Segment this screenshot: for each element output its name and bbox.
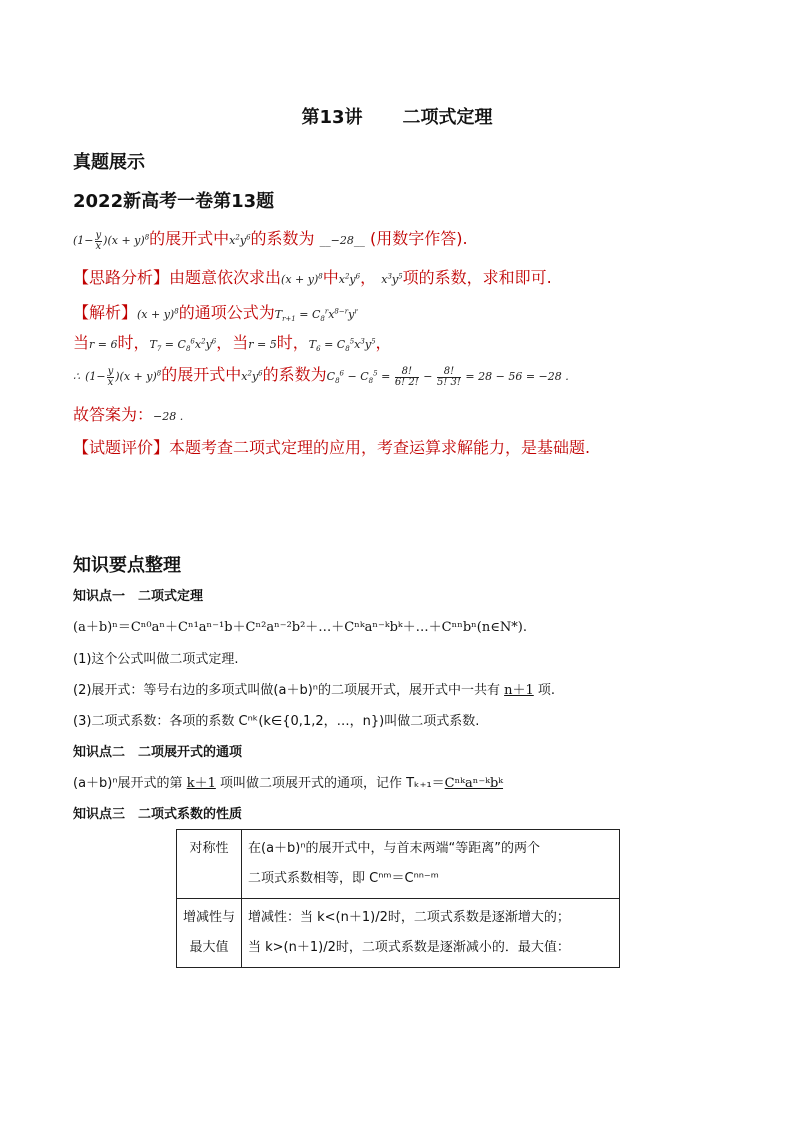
condition-r5: r = 5: [248, 338, 277, 351]
solution-expression-2: (1− $\frac{y}{x}$ )$(x + y)^8$: [85, 365, 162, 388]
analysis-term-2: $x^3y^5$: [381, 272, 403, 286]
solution-then-2: 时，: [276, 333, 309, 352]
solution-computation: $C_8^6 - C_8^5$ = $\frac{8!}{6! 2!}$ − $\frac{8!}{5! 3!}$ = 28 − 56 = −28 .: [326, 365, 569, 388]
evaluation-label: 【试题评价】: [73, 438, 170, 457]
kp1-formula: (a＋b)ⁿ＝Cⁿ⁰aⁿ＋Cⁿ¹aⁿ⁻¹b＋Cⁿ²aⁿ⁻²b²＋…＋Cⁿᵏaⁿ⁻ᵏbᵏ＋…＋Cⁿⁿbⁿ(n∈N*).: [73, 620, 527, 635]
solution-then-1: 时，: [117, 333, 150, 352]
symmetry-line-1: 在(a＋b)ⁿ的展开式中，与首末两端“等距离”的两个: [248, 841, 541, 856]
solution-line-3: [73, 362, 569, 388]
lecture-topic: 二项式定理: [402, 107, 493, 128]
table-row: [177, 830, 620, 899]
condition-r6: r = 6: [89, 338, 118, 351]
row-value-monotonicity: [242, 899, 620, 968]
solution-line-1: [73, 300, 358, 323]
evaluation-text: 本题考查二项式定理的应用，考查运算求解能力，是基础题.: [169, 438, 591, 457]
problem-answer: __−28__: [319, 234, 365, 247]
solution-comma: ，: [375, 333, 392, 352]
analysis-line: [73, 265, 552, 288]
evaluation-line: [73, 435, 590, 458]
kp2-general-term: Cⁿᵏaⁿ⁻ᵏbᵏ: [444, 776, 504, 791]
binomial-properties-table: [176, 829, 620, 968]
solution-expression: $(x + y)^8$: [137, 307, 179, 321]
term-t6: $T_6 = C_8^5x^3y^5$: [308, 337, 376, 354]
solution-text-1: 的通项公式为: [178, 303, 275, 322]
kp1-title: 知识点一 二项式定理: [73, 589, 204, 604]
row-key-symmetry: 对称性: [177, 830, 242, 899]
row-key-monotonicity: [177, 899, 242, 968]
solution-text-3: 的展开式中: [161, 365, 242, 384]
kp2-text-c: 项叫做二项展开式的通项，记作 Tₖ₊₁＝: [215, 776, 445, 791]
term-t7: $T_7 = C_8^6x^2y^6$: [149, 337, 217, 354]
solution-formula: $T_{r+1} = C_8^rx^{8-r}y^r$: [274, 307, 358, 324]
kp1-item-2: [73, 679, 555, 698]
therefore-sign: ∴: [73, 370, 80, 383]
row-value-symmetry: [242, 830, 620, 899]
monotonicity-line-1: 增减性：当 k<(n＋1)/2时，二项式系数是逐渐增大的；: [248, 910, 570, 925]
kp1-item-2-text: (2)展开式：等号右边的多项式叫做(a＋b)ⁿ的二项展开式，展开式中一共有: [73, 683, 505, 698]
final-answer-text: 故答案为：: [73, 405, 154, 424]
solution-label: 【解析】: [73, 303, 138, 322]
kp1-item-1: (1)这个公式叫做二项式定理.: [73, 652, 239, 667]
analysis-label: 【思路分析】: [73, 268, 170, 287]
kp3-title: 知识点三 二项式系数的性质: [73, 807, 243, 822]
problem-text-2: 的系数为: [250, 229, 315, 248]
table-row: [177, 899, 620, 968]
kp2-title: 知识点二 二项展开式的通项: [73, 745, 243, 760]
analysis-expression: $(x + y)^8$: [281, 272, 323, 286]
final-answer-line: [73, 402, 183, 425]
solution-when-1: 当: [73, 333, 90, 352]
analysis-sep: ，: [360, 268, 377, 287]
section-heading-knowledge: 知识要点整理: [73, 555, 181, 576]
kp1-item-3: (3)二项式系数：各项的系数 Cⁿᵏ(k∈{0,1,2，…，n})叫做二项式系数.: [73, 714, 480, 729]
solution-text-4: 的系数为: [262, 365, 327, 384]
solution-line-2: [73, 330, 392, 353]
analysis-text-1: 由题意依次求出: [169, 268, 282, 287]
kp1-item-2-end: 项.: [533, 683, 556, 698]
final-answer-value: −28 .: [153, 410, 184, 423]
problem-line: [73, 226, 468, 252]
analysis-text-3: 项的系数，求和即可.: [402, 268, 552, 287]
row-key-monotonicity-text: 增减性与最大值: [182, 910, 235, 955]
page-title: [0, 103, 794, 129]
analysis-text-2: 中: [322, 268, 339, 287]
solution-term: $x^2y^6$: [241, 369, 263, 383]
problem-term: $x^2y^6$: [229, 233, 251, 247]
exam-title: 2022新高考一卷第13题: [73, 191, 275, 212]
section-heading-real-exam: 真题展示: [73, 152, 145, 173]
kp2-text: [73, 772, 503, 791]
lecture-number: 第13讲: [301, 107, 363, 128]
solution-when-2: ，当: [216, 333, 249, 352]
symmetry-line-2: 二项式系数相等，即 Cⁿᵐ＝Cⁿⁿ⁻ᵐ: [248, 871, 439, 886]
kp1-item-2-count: n＋1: [504, 683, 534, 698]
problem-text-1: 的展开式中: [149, 229, 230, 248]
monotonicity-line-2: 当 k>(n＋1)/2时，二项式系数是逐渐减小的．最大值：: [248, 940, 570, 955]
problem-note: (用数字作答).: [369, 229, 468, 248]
analysis-term-1: $x^2y^6$: [338, 272, 361, 286]
kp2-text-a: (a＋b)ⁿ展开式的第: [73, 776, 187, 791]
kp2-term-index: k＋1: [186, 776, 216, 791]
problem-expression: (1− $\frac{y}{x}$ )$(x + y)^8$: [73, 229, 150, 252]
